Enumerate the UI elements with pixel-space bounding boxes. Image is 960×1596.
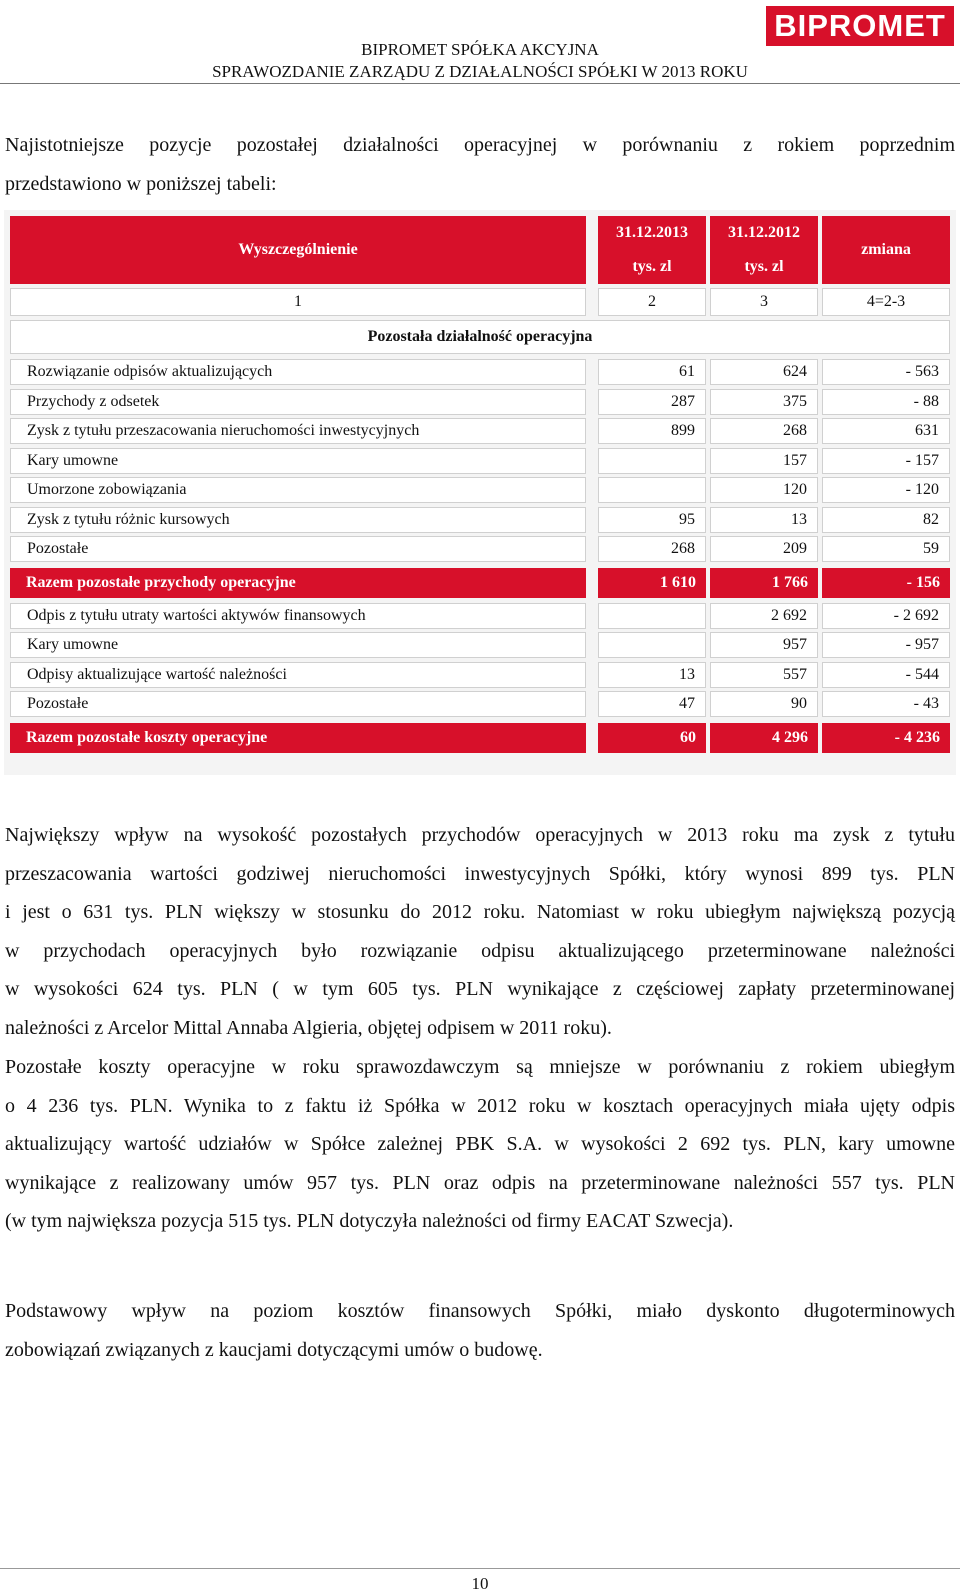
column-number: 4=2-3 [822, 288, 950, 316]
text-line: Podstawowy wpływ na poziom kosztów finansowych Spółki, miało dyskonto długoterminowych [5, 1300, 955, 1322]
income-row-label: Przychody z odsetek [10, 389, 586, 415]
income-row-label: Pozostałe [10, 536, 586, 562]
text-line: wynikające z realizowany umów 957 tys. PLN oraz odpis na przeterminowane należności 557 tys. PLN [5, 1171, 955, 1194]
income-row-value-change: 59 [822, 536, 950, 562]
text-line: (w tym największa pozycja 515 tys. PLN dotyczyła należności od firmy EACAT Szwecja). [5, 1210, 734, 1232]
cost-row-label: Odpisy aktualizujące wartość należności [10, 662, 586, 688]
text-line: w wysokości 624 tys. PLN ( w tym 605 tys. PLN wynikające z częściowej zapłaty przeterminowanej [5, 978, 955, 1000]
cost-row-value-2013 [598, 632, 706, 658]
income-row-value-2013: 899 [598, 418, 706, 444]
income-row-value-2012: 209 [710, 536, 818, 562]
cost-row-value-2012: 90 [710, 691, 818, 717]
income-row-value-change: 631 [822, 418, 950, 444]
cost-row-label: Odpis z tytułu utraty wartości aktywów finansowych [10, 603, 586, 629]
cost-row-label: Kary umowne [10, 632, 586, 658]
cost-row-value-change: - 544 [822, 662, 950, 688]
intro-paragraph [5, 126, 955, 203]
income-row-label: Kary umowne [10, 448, 586, 474]
income-row-value-2012: 268 [710, 418, 818, 444]
report-title: SPRAWOZDANIE ZARZĄDU Z DZIAŁALNOŚCI SPÓŁKI W 2013 ROKU [212, 62, 748, 81]
footer-divider [0, 1568, 960, 1569]
header-unit-2013: tys. zl [598, 250, 706, 284]
cost-row-label: Pozostałe [10, 691, 586, 717]
header-2012: 31.12.2012 [710, 216, 818, 250]
income-row-value-change: 82 [822, 507, 950, 533]
cost-row-value-change: - 2 692 [822, 603, 950, 629]
income-total-value-2013: 1 610 [598, 568, 706, 598]
bipromet-logo: BIPROMET [766, 6, 954, 46]
cost-row-value-2012: 957 [710, 632, 818, 658]
paragraph-financial-costs [5, 1292, 955, 1369]
section-title: Pozostała działalność operacyjna [10, 320, 950, 354]
income-row-label: Rozwiązanie odpisów aktualizujących [10, 359, 586, 385]
income-total-value-2012: 1 766 [710, 568, 818, 598]
text-line: zobowiązań związanych z kaucjami dotyczącymi umów o budowę. [5, 1338, 543, 1361]
header-unit-2012: tys. zl [710, 250, 818, 284]
income-row-label: Zysk z tytułu różnic kursowych [10, 507, 586, 533]
income-total-value-change: - 156 [822, 568, 950, 598]
income-row-value-2013 [598, 477, 706, 503]
page-number: 10 [471, 1574, 489, 1593]
income-row-value-change: - 88 [822, 389, 950, 415]
column-number: 3 [710, 288, 818, 316]
income-row-value-2012: 624 [710, 359, 818, 385]
income-row-value-change: - 120 [822, 477, 950, 503]
cost-row-value-change: - 957 [822, 632, 950, 658]
other-operating-activity-table [4, 210, 956, 775]
income-row-value-2012: 375 [710, 389, 818, 415]
cost-total-value-2012: 4 296 [710, 723, 818, 753]
company-name: BIPROMET SPÓŁKA AKCYJNA [361, 40, 599, 59]
income-row-label: Umorzone zobowiązania [10, 477, 586, 503]
text-line: Najistotniejsze pozycje pozostałej działalności operacyjnej w porównaniu z rokiem poprzednim [5, 134, 955, 156]
text-line: aktualizujący wartość udziałów w Spółce zależnej PBK S.A. w wysokości 2 692 tys. PLN, kary umowne [5, 1133, 955, 1155]
cost-row-value-change: - 43 [822, 691, 950, 717]
cost-total-value-change: - 4 236 [822, 723, 950, 753]
income-row-value-2013: 95 [598, 507, 706, 533]
income-row-value-2012: 157 [710, 448, 818, 474]
column-number: 1 [10, 288, 586, 316]
header-divider [0, 83, 960, 84]
cost-row-value-2013: 13 [598, 662, 706, 688]
cost-row-value-2012: 557 [710, 662, 818, 688]
cost-total-label: Razem pozostałe koszty operacyjne [10, 723, 586, 753]
cost-total-value-2013: 60 [598, 723, 706, 753]
income-row-value-2012: 120 [710, 477, 818, 503]
header-2013: 31.12.2013 [598, 216, 706, 250]
column-number: 2 [598, 288, 706, 316]
cost-row-value-2012: 2 692 [710, 603, 818, 629]
text-line: i jest o 631 tys. PLN większy w stosunku do 2012 roku. Natomiast w roku ubiegłym największą pozycją [5, 901, 955, 923]
paragraph-income [5, 816, 955, 1047]
text-line: przedstawiono w poniższej tabeli: [5, 172, 277, 195]
income-row-value-2013: 61 [598, 359, 706, 385]
income-row-value-2013: 287 [598, 389, 706, 415]
income-row-value-2013: 268 [598, 536, 706, 562]
income-row-label: Zysk z tytułu przeszacowania nieruchomości inwestycyjnych [10, 418, 586, 444]
page-header [0, 0, 960, 84]
text-line: Pozostałe koszty operacyjne w roku sprawozdawczym są mniejsze w porównaniu z rokiem ubiegłym [5, 1056, 955, 1078]
header-item: Wyszczególnienie [10, 216, 586, 284]
income-row-value-2012: 13 [710, 507, 818, 533]
cost-row-value-2013 [598, 603, 706, 629]
text-line: w przychodach operacyjnych było rozwiązanie odpisu aktualizującego przeterminowane należności [5, 939, 955, 962]
income-row-value-change: - 563 [822, 359, 950, 385]
text-line: Największy wpływ na wysokość pozostałych przychodów operacyjnych w 2013 roku ma zysk z tytułu [5, 824, 955, 846]
cost-row-value-2013: 47 [598, 691, 706, 717]
paragraph-costs [5, 1048, 955, 1241]
text-line: przeszacowania wartości godziwej nieruchomości inwestycyjnych Spółki, który wynosi 899 tys. PLN [5, 862, 955, 885]
income-row-value-change: - 157 [822, 448, 950, 474]
income-row-value-2013 [598, 448, 706, 474]
income-total-label: Razem pozostałe przychody operacyjne [10, 568, 586, 598]
text-line: należności z Arcelor Mittal Annaba Algieria, objętej odpisem w 2011 roku). [5, 1016, 612, 1039]
text-line: o 4 236 tys. PLN. Wynika to z faktu iż Spółka w 2012 roku w kosztach operacyjnych miała ujęty odpis [5, 1094, 955, 1117]
header-change: zmiana [822, 216, 950, 284]
